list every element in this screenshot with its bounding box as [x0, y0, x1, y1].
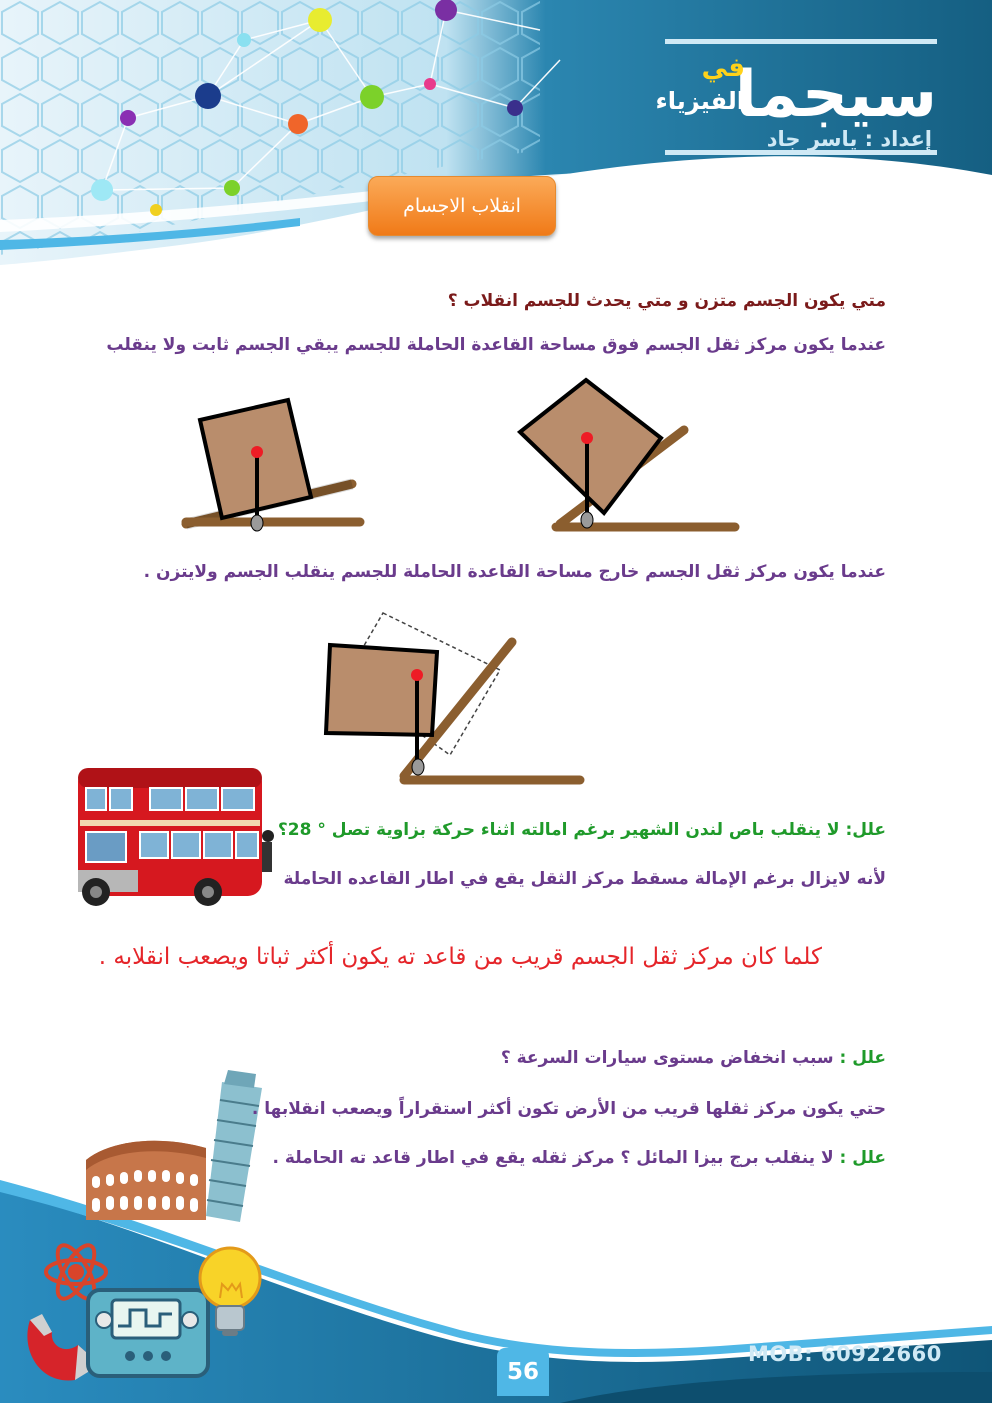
stable-box-diagram — [186, 400, 360, 531]
pisa-question-prefix: علل : — [839, 1148, 886, 1168]
bus-answer: لأنه لايزال برغم الإمالة مسقط مركز الثقل يقع في اطار القاعده الحاملة — [283, 869, 886, 889]
pisa-question-text: لا ينقلب برج بيزا المائل ؟ — [620, 1148, 834, 1168]
page-number: 56 — [497, 1348, 549, 1396]
lab-machine-icon — [88, 1290, 208, 1376]
cars-question-text: سبب انخفاض مستوى سيارات السرعة ؟ — [500, 1048, 834, 1068]
topic-title-button: انقلاب الاجسام — [368, 176, 556, 236]
cars-answer: حتي يكون مركز ثقلها قريب من الأرض تكون أكثر استقراراً ويصعب انقلابها . — [251, 1099, 886, 1119]
pisa-question — [273, 1148, 886, 1168]
equilibrium-question: متي يكون الجسم متزن و متي يحدث للجسم انقلاب ؟ — [447, 291, 886, 311]
pisa-answer: مركز ثقله يقع في اطار قاعد ته الحاملة . — [272, 1148, 615, 1168]
mobile-number: MOB: 60922660 — [748, 1342, 942, 1366]
author-credit: إعداد : ياسر جاد — [766, 127, 932, 151]
stable-statement: عندما يكون مركز ثقل الجسم فوق مساحة القاعدة الحاملة للجسم يبقي الجسم ثابت ولا ينقلب — [106, 335, 886, 355]
cars-question-prefix: علل : — [839, 1048, 886, 1068]
bus-question — [278, 820, 886, 840]
bus-image-icon — [78, 768, 274, 906]
pisa-tower-image-icon — [206, 1070, 262, 1222]
topple-statement: عندما يكون مركز ثقل الجسم خارج مساحة القاعدة الحاملة للجسم ينقلب الجسم ولايتزن . — [143, 562, 886, 582]
center-of-gravity-rule: كلما كان مركز ثقل الجسم قريب من قاعد ته يكون أكثر ثباتا ويصعب انقلابه . — [98, 944, 822, 970]
brand-fi: في — [701, 53, 745, 83]
cars-question — [501, 1048, 886, 1068]
toppling-box-diagram — [326, 613, 580, 780]
colosseum-image-icon — [86, 1141, 206, 1220]
tilted-box-diagram — [520, 380, 735, 528]
bus-question-prefix: علل: — [845, 820, 886, 840]
bus-question-text: لا ينقلب باص لندن الشهير برغم امالته اثناء حركة بزاوية تصل ° 28؟ — [277, 820, 840, 840]
brand-main-title: سيجما — [734, 58, 937, 132]
brand-logo — [647, 35, 937, 160]
brand-subtitle: الفيزياء — [655, 87, 745, 115]
